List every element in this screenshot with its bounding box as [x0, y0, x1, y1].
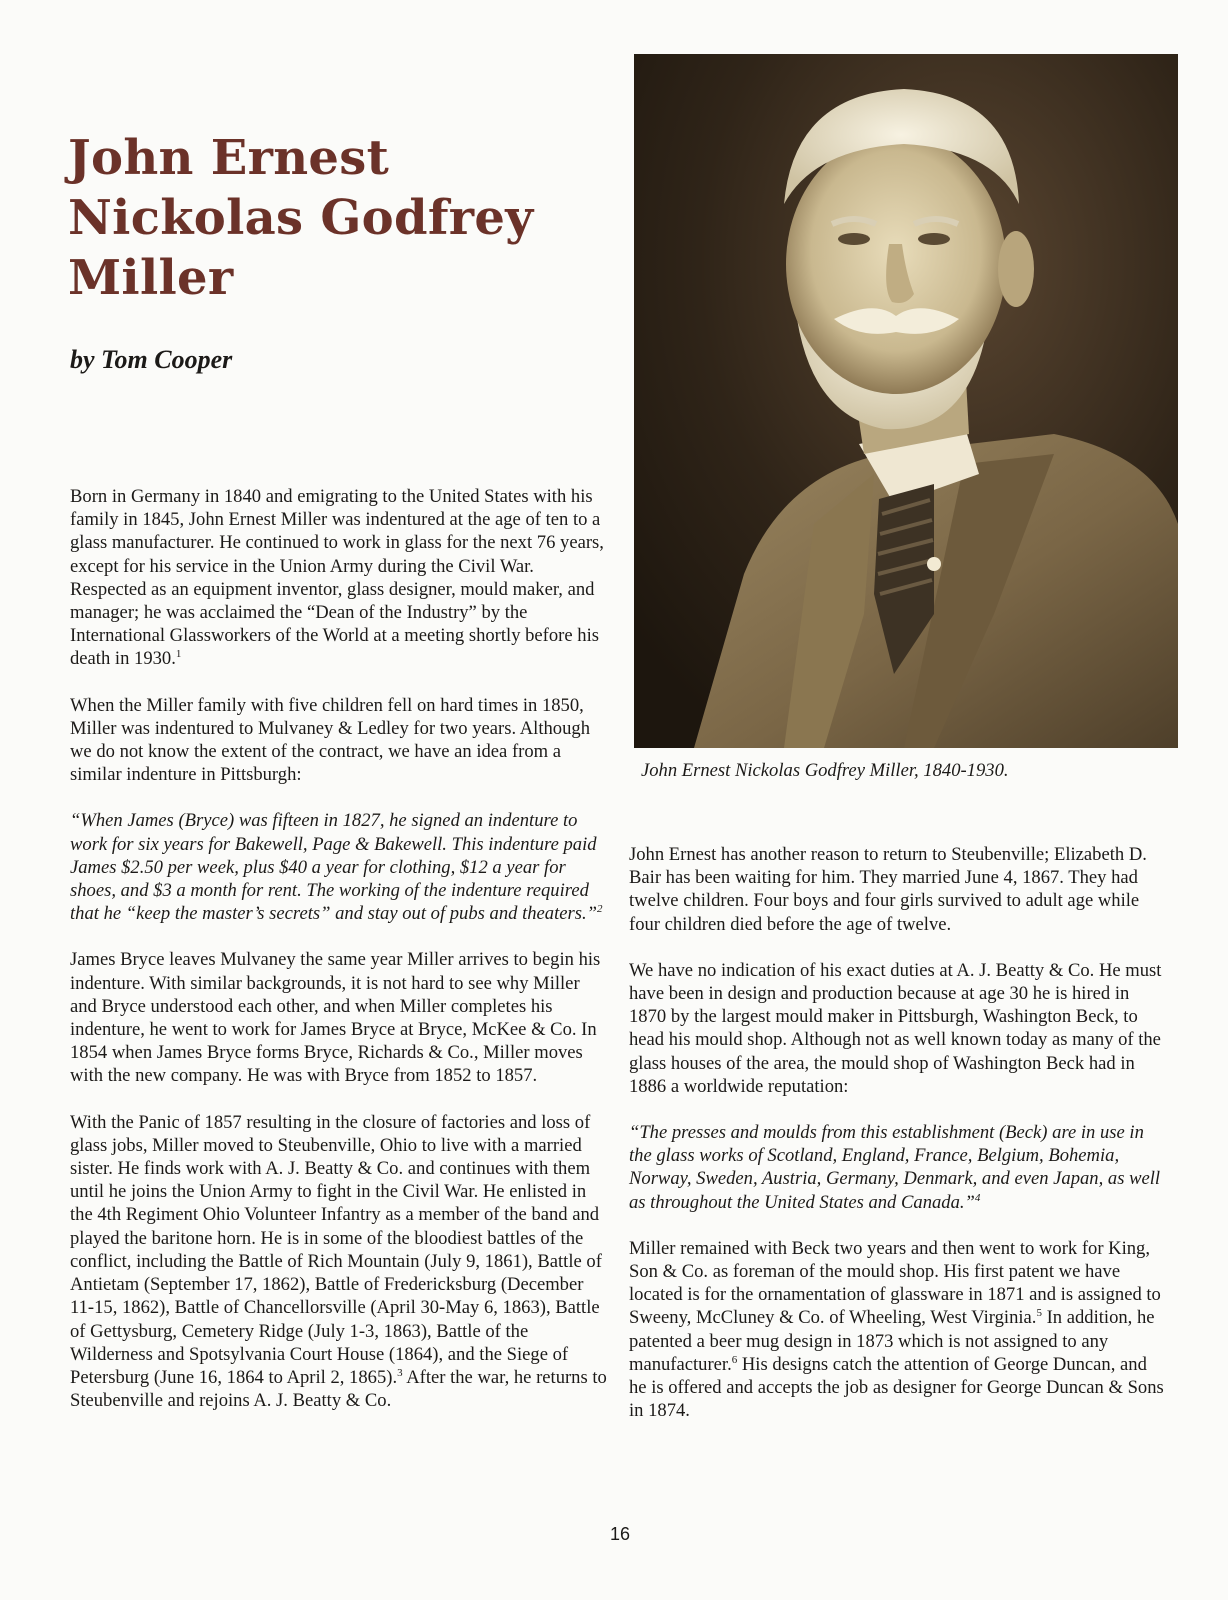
page-number: 16: [609, 1524, 631, 1544]
paragraph-patents: [629, 1237, 1169, 1423]
footnote-ref-2: 2: [596, 903, 603, 916]
article-title: [68, 128, 588, 308]
quote-bryce: [70, 809, 608, 925]
footnote-ref-5: 5: [1036, 1307, 1042, 1320]
title-line-3: Miller: [68, 250, 234, 306]
footnote-ref-4: 4: [974, 1191, 981, 1204]
footnote-ref-1: 1: [175, 648, 182, 661]
photo-caption: John Ernest Nickolas Godfrey Miller, 1840-1930.: [641, 760, 1009, 781]
paragraph-indenture: When the Miller family with five children fell on hard times in 1850, Miller was indentured to Mulvaney & Ledley for two years. Although we do not know the extent of the contract, we have an idea from a similar indenture in Pittsburgh:: [70, 694, 590, 786]
title-line-1: John Ernest: [68, 130, 390, 186]
byline: by Tom Cooper: [70, 345, 233, 374]
quote-bryce-text: “When James (Bryce) was fifteen in 1827, he signed an indenture to work for six years for Bakewell, Page & Bakewell. This indenture paid James $2.50 per week, plus $40 a year for clothing, $12 a year for shoes, and $3 a month for rent. The working of the indenture required that he “keep the master’s secrets” and stay out of pubs and theaters.”: [70, 810, 597, 925]
paragraph-bryce: James Bryce leaves Mulvaney the same year Miller arrives to begin his indenture. With similar backgrounds, it is not hard to see why Miller and Bryce understood each other, and when Miller completes his indenture, he went to work for James Bryce at Bryce, McKee & Co. In 1854 when James Bryce forms Bryce, Richards & Co., Miller moves with the new company. He was with Bryce from 1852 to 1857.: [70, 949, 601, 1087]
paragraph-patents-c: His designs catch the attention of George Duncan, and he is offered and accepts the job as designer for George Duncan & Sons in 1874.: [629, 1353, 1164, 1422]
footnote-ref-6: 6: [731, 1353, 738, 1366]
title-line-2: Nickolas Godfrey: [68, 190, 534, 246]
paragraph-beck: We have no indication of his exact duties at A. J. Beatty & Co. He must have been in design and production because at age 30 he is hired in 1870 by the largest mould maker in Pittsburgh, Washington Beck, to head his mould shop. Although not as well known today as many of the glass houses of the area, the mould shop of Washington Beck had in 1886 a worldwide reputation:: [629, 959, 1162, 1097]
footnote-ref-3: 3: [397, 1366, 403, 1379]
paragraph-marriage: John Ernest has another reason to return to Steubenville; Elizabeth D. Bair has been waiting for him. They married June 4, 1867. They had twelve children. Four boys and four girls survived to adult age while four children died before the age of twelve.: [629, 844, 1147, 935]
paragraph-patents-a: Miller remained with Beck two years and then went to work for King, Son & Co. as foreman of the mould shop. His first patent we have located is for the ornamentation of glassware in 1871 and is assigned to Sweeny, McCluney & Co. of Wheeling, West Virginia.: [629, 1237, 1161, 1329]
paragraph-civil-war-end: After the war, he returns to Steubenville and rejoins A. J. Beatty & Co.: [70, 1366, 607, 1412]
quote-beck: [629, 1121, 1169, 1214]
paragraph-civil-war-text: With the Panic of 1857 resulting in the closure of factories and loss of glass jobs, Miller moved to Steubenville, Ohio to live with a married sister. He finds work with A. J. Beatty & Co. and continues with them until he joins the Union Army to fight in the Civil War. He enlisted in the 4th Regiment Ohio Volunteer Infantry as a member of the band and played the baritone horn. He is in some of the bloodiest battles of the conflict, including the Battle of Rich Mountain (July 9, 1861), Battle of Antietam (September 17, 1862), Battle of Fredericksburg (December 11-15, 1862), Battle of Chancellorsville (April 30-May 6, 1863), Battle of Gettysburg, Cemetery Ridge (July 1-3, 1863), Battle of the Wilderness and Spotsylvania Court House (1864), and the Siege of Petersburg (June 16, 1864 to April 2, 1865).: [70, 1111, 602, 1388]
portrait-illustration: [634, 54, 1178, 748]
paragraph-patents-b: In addition, he patented a beer mug design in 1873 which is not assigned to any manufacturer.: [629, 1307, 1155, 1375]
right-column: [629, 843, 1169, 1445]
portrait-photo: [634, 54, 1178, 748]
paragraph-civil-war: [70, 1111, 608, 1413]
paragraph-intro: [70, 485, 608, 671]
paragraph-intro-text: Born in Germany in 1840 and emigrating to the United States with his family in 1845, John Ernest Miller was indentured at the age of ten to a glass manufacturer. He continued to work in glass for the next 76 years, except for his service in the Union Army during the Civil War. Respected as an equipment inventor, glass designer, mould maker, and manager; he was acclaimed the “Dean of the Industry” by the International Glassworkers of the World at a meeting shortly before his death in 1930.: [70, 486, 604, 670]
left-column: [70, 485, 608, 1435]
quote-beck-text: “The presses and moulds from this establishment (Beck) are in use in the glass works of Scotland, England, France, Belgium, Bohemia, Norway, Sweden, Austria, Germany, Denmark, and even Japan, as well as throughout the United States and Canada.”: [629, 1122, 1161, 1213]
